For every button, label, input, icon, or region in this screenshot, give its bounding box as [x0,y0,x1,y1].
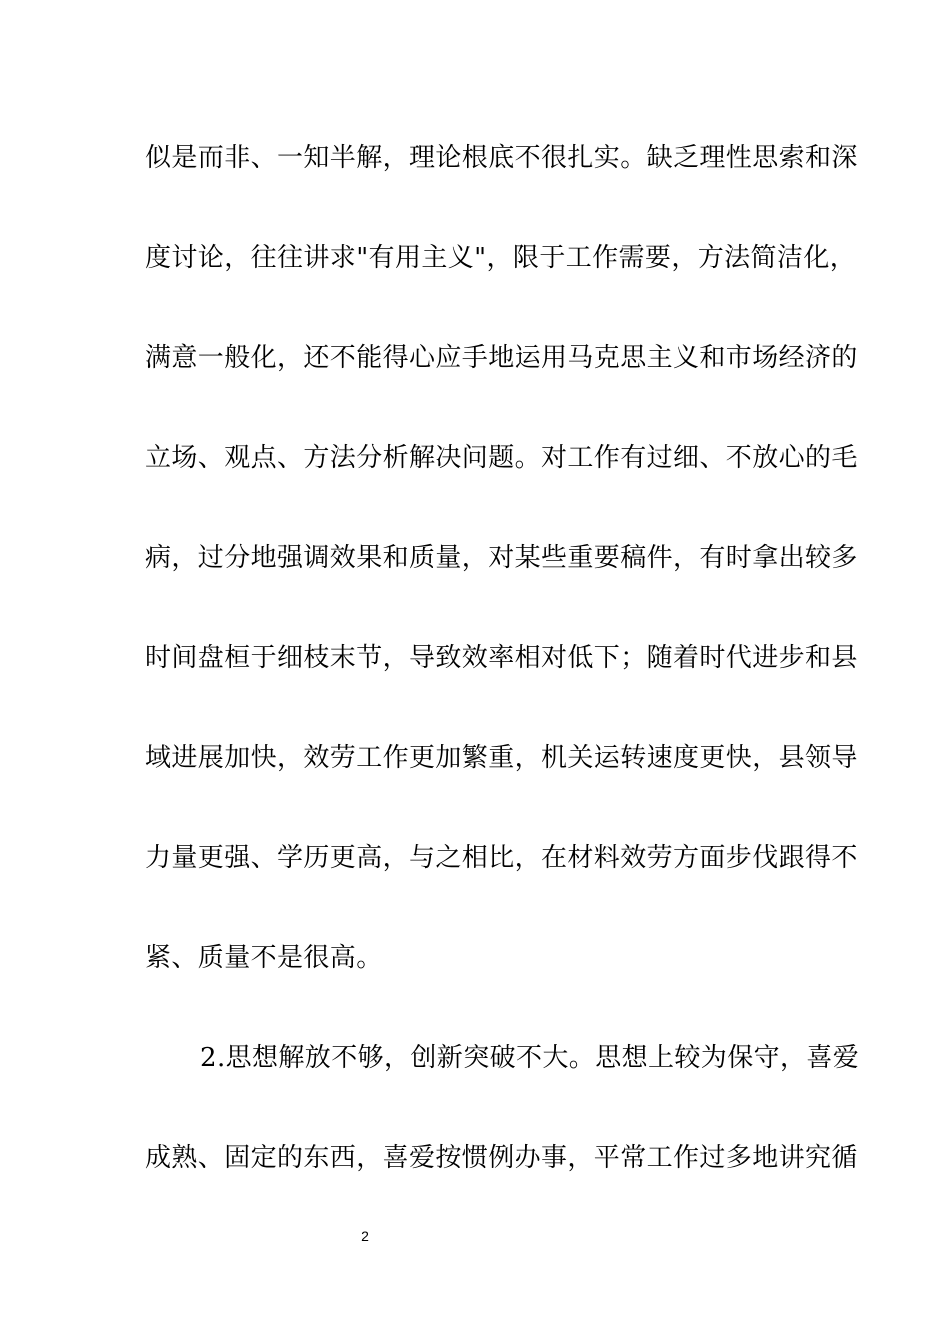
text-line-11: 成熟、固定的东西，喜爱按惯例办事，平常工作过多地讲究循 [145,1143,858,1173]
text-line-9: 紧、质量不是很高。 [145,943,383,973]
text-line-2: 度讨论，往往讲求"有用主义"，限于工作需要，方法简洁化， [145,243,857,273]
page-number: 2 [361,1228,369,1244]
text-line-8: 力量更强、学历更高，与之相比，在材料效劳方面步伐跟得不 [145,843,858,873]
text-line-1: 似是而非、一知半解，理论根底不很扎实。缺乏理性思索和深 [145,143,858,173]
text-line-5: 病，过分地强调效果和质量，对某些重要稿件，有时拿出较多 [145,543,858,573]
text-line-4: 立场、观点、方法分析解决问题。对工作有过细、不放心的毛 [145,443,858,473]
text-line-7: 域进展加快，效劳工作更加繁重，机关运转速度更快，县领导 [145,743,858,773]
text-line-6: 时间盘桓于细枝末节，导致效率相对低下；随着时代进步和县 [145,643,858,673]
text-line-3: 满意一般化，还不能得心应手地运用马克思主义和市场经济的 [145,343,858,373]
text-line-10: 2.思想解放不够，创新突破不大。思想上较为保守，喜爱 [200,1043,860,1073]
